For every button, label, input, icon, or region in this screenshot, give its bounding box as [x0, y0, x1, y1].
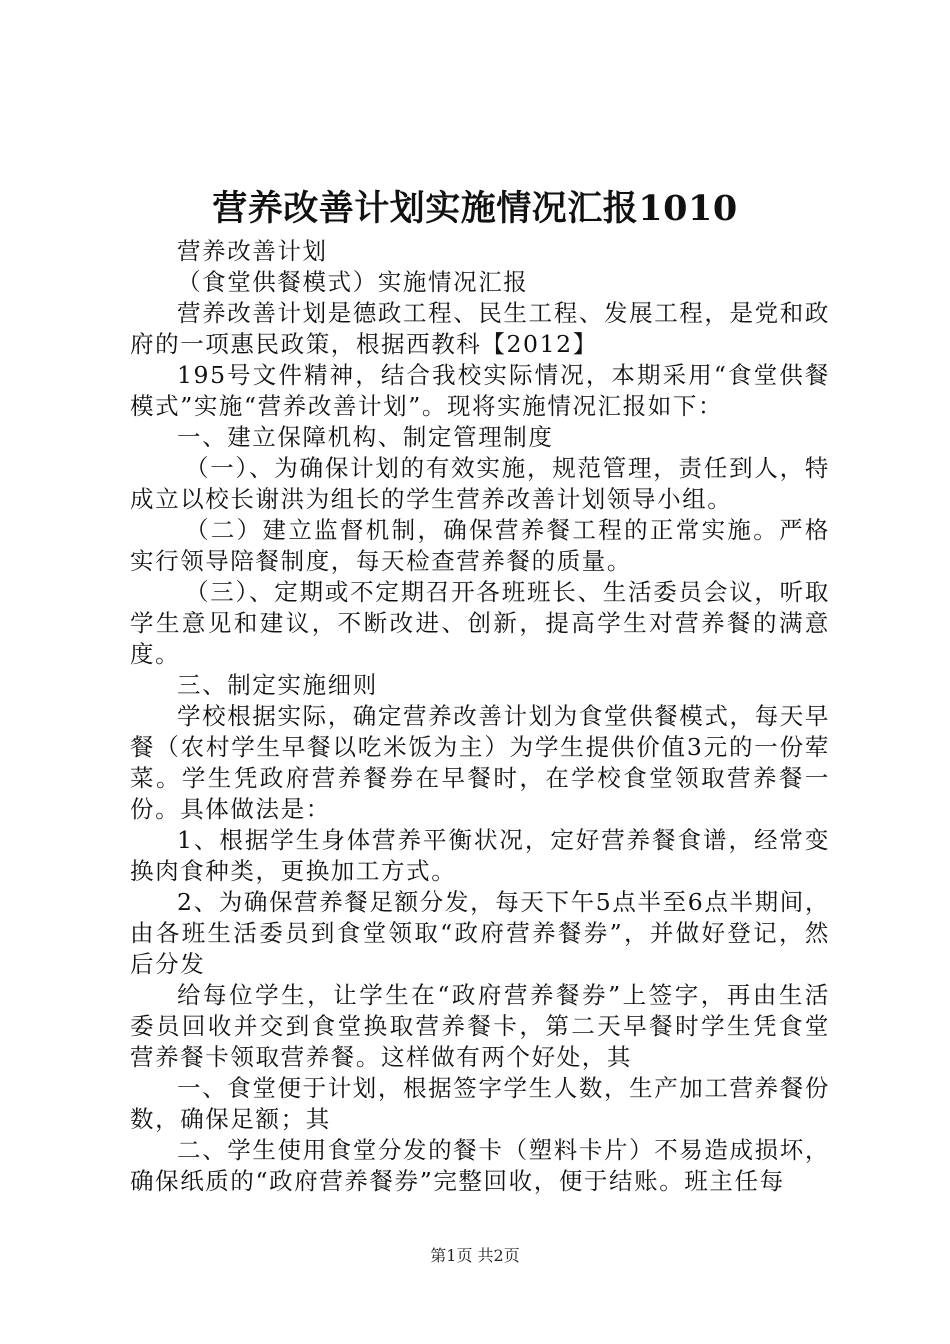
paragraph: （三）、定期或不定期召开各班班长、生活委员会议，听取学生意见和建议，不断改进、创新，提高学生对营养餐的满意度。	[130, 578, 830, 668]
paragraph: 一、食堂便于计划，根据签字学生人数，生产加工营养餐份数，确保足额；其	[130, 1074, 830, 1133]
paragraph: 二、学生使用食堂分发的餐卡（塑料卡片）不易造成损坏，确保纸质的“政府营养餐券”完整回收，便于结账。班主任每	[130, 1136, 830, 1195]
paragraph: 1、根据学生身体营养平衡状况，定好营养餐食谱，经常变换肉食种类，更换加工方式。	[130, 826, 830, 885]
paragraph: 营养改善计划	[177, 237, 328, 265]
page-number: 第1页 共2页	[430, 1246, 520, 1265]
paragraph: （二）建立监督机制，确保营养餐工程的正常实施。严格实行领导陪餐制度，每天检查营养餐的质量。	[130, 516, 830, 575]
paragraph: 2、为确保营养餐足额分发，每天下午5点半至6点半期间，由各班生活委员到食堂领取“政府营养餐券”，并做好登记，然后分发	[130, 888, 830, 978]
document-body	[130, 236, 830, 1197]
document-title: 营养改善计划实施情况汇报1010	[212, 188, 738, 229]
section-heading: 一、建立保障机构、制定管理制度	[177, 423, 554, 451]
paragraph: 学校根据实际，确定营养改善计划为食堂供餐模式，每天早餐（农村学生早餐以吃米饭为主）为学生提供价值3元的一份荤菜。学生凭政府营养餐券在早餐时，在学校食堂领取营养餐一份。具体做法是：	[130, 702, 830, 823]
paragraph: 195号文件精神，结合我校实际情况，本期采用“食堂供餐模式”实施“营养改善计划”。现将实施情况汇报如下：	[130, 361, 830, 420]
paragraph: （一）、为确保计划的有效实施，规范管理，责任到人，特成立以校长谢洪为组长的学生营养改善计划领导小组。	[130, 454, 830, 513]
paragraph: 营养改善计划是德政工程、民生工程、发展工程，是党和政府的一项惠民政策，根据西教科【2012】	[130, 299, 830, 358]
section-heading: 三、制定实施细则	[177, 671, 378, 699]
paragraph: 给每位学生，让学生在“政府营养餐券”上签字，再由生活委员回收并交到食堂换取营养餐卡，第二天早餐时学生凭食堂营养餐卡领取营养餐。这样做有两个好处，其	[130, 981, 830, 1071]
paragraph: （食堂供餐模式）实施情况汇报	[177, 268, 529, 296]
